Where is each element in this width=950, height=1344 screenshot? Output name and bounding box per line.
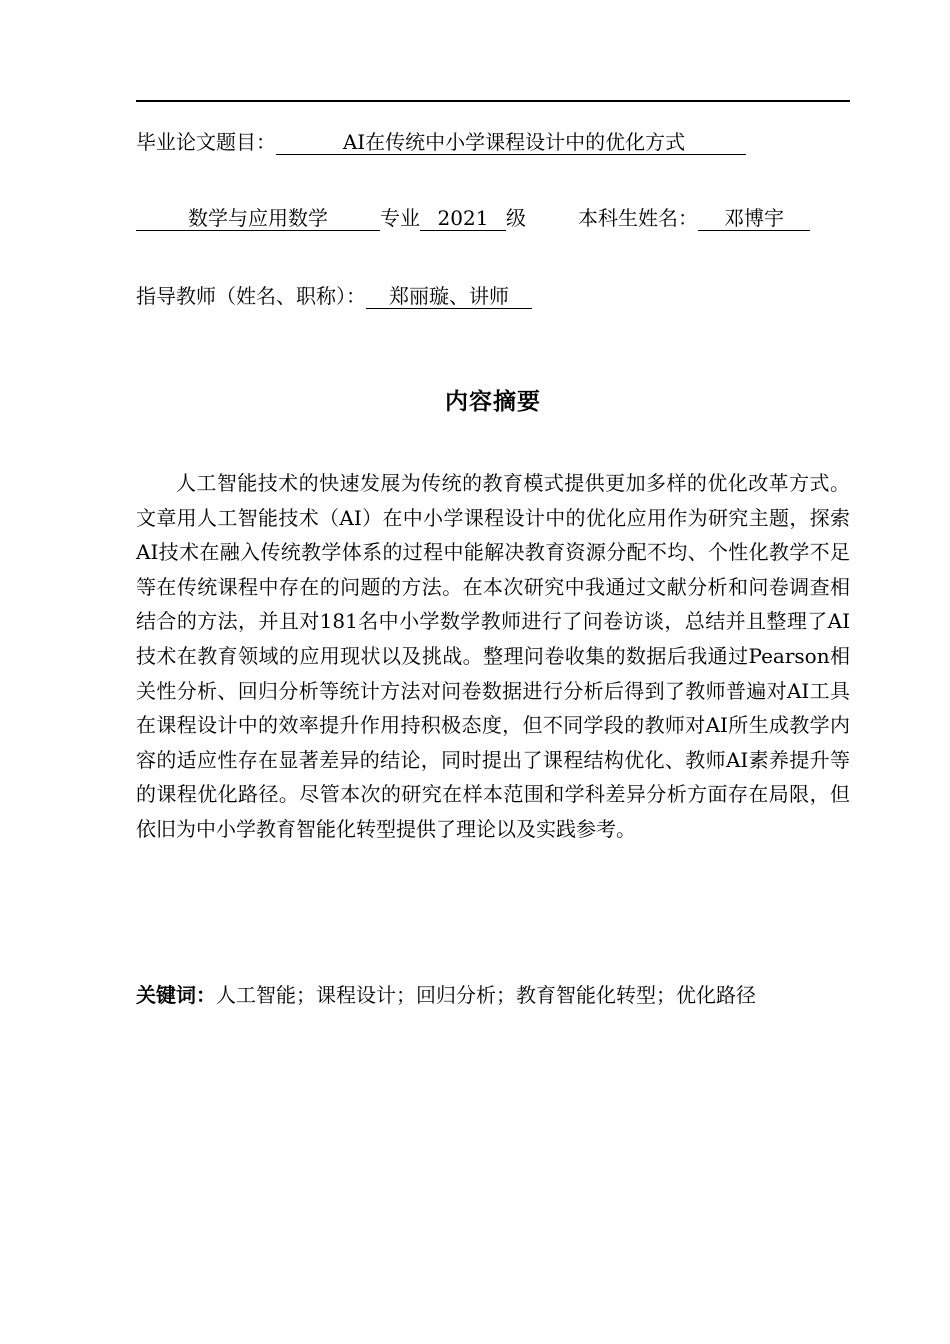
grade-year-value: 2021	[420, 206, 506, 231]
grade-label: 级	[506, 206, 526, 230]
thesis-title-value: AI在传统中小学课程设计中的优化方式	[276, 130, 746, 155]
student-name-label: 本科生姓名：	[578, 206, 698, 230]
header-rule	[136, 100, 850, 102]
keywords-line	[136, 980, 850, 1010]
advisor-value: 郑丽璇、讲师	[366, 284, 532, 309]
major-line	[136, 204, 810, 232]
thesis-title-label: 毕业论文题目：	[136, 130, 276, 154]
advisor-line	[136, 282, 532, 310]
major-value: 数学与应用数学	[136, 206, 380, 231]
student-name-value: 邓博宇	[698, 206, 810, 231]
keywords-value: 人工智能；课程设计；回归分析；教育智能化转型；优化路径	[216, 983, 756, 1007]
abstract-heading: 内容摘要	[445, 389, 541, 415]
abstract-body: 人工智能技术的快速发展为传统的教育模式提供更加多样的优化改革方式。文章用人工智能技术（AI）在中小学课程设计中的优化应用作为研究主题，探索AI技术在融入传统教学体系的过程中能解决教育资源分配不均、个性化教学不足等在传统课程中存在的问题的方法。在本次研究中我通过文献分析和问卷调查相结合的方法，并且对181名中小学数学教师进行了问卷访谈，总结并且整理了AI技术在教育领域的应用现状以及挑战。整理问卷收集的数据后我通过Pearson相关性分析、回归分析等统计方法对问卷数据进行分析后得到了教师普遍对AI工具在课程设计中的效率提升作用持积极态度，但不同学段的教师对AI所生成教学内容的适应性存在显著差异的结论，同时提出了课程结构优化、教师AI素养提升等的课程优化路径。尽管本次的研究在样本范围和学科差异分析方面存在局限，但依旧为中小学教育智能化转型提供了理论以及实践参考。	[136, 471, 850, 841]
advisor-label: 指导教师（姓名、职称）：	[136, 284, 366, 308]
thesis-title-line	[136, 128, 746, 156]
major-label: 专业	[380, 206, 420, 230]
keywords-label: 关键词：	[136, 983, 216, 1007]
